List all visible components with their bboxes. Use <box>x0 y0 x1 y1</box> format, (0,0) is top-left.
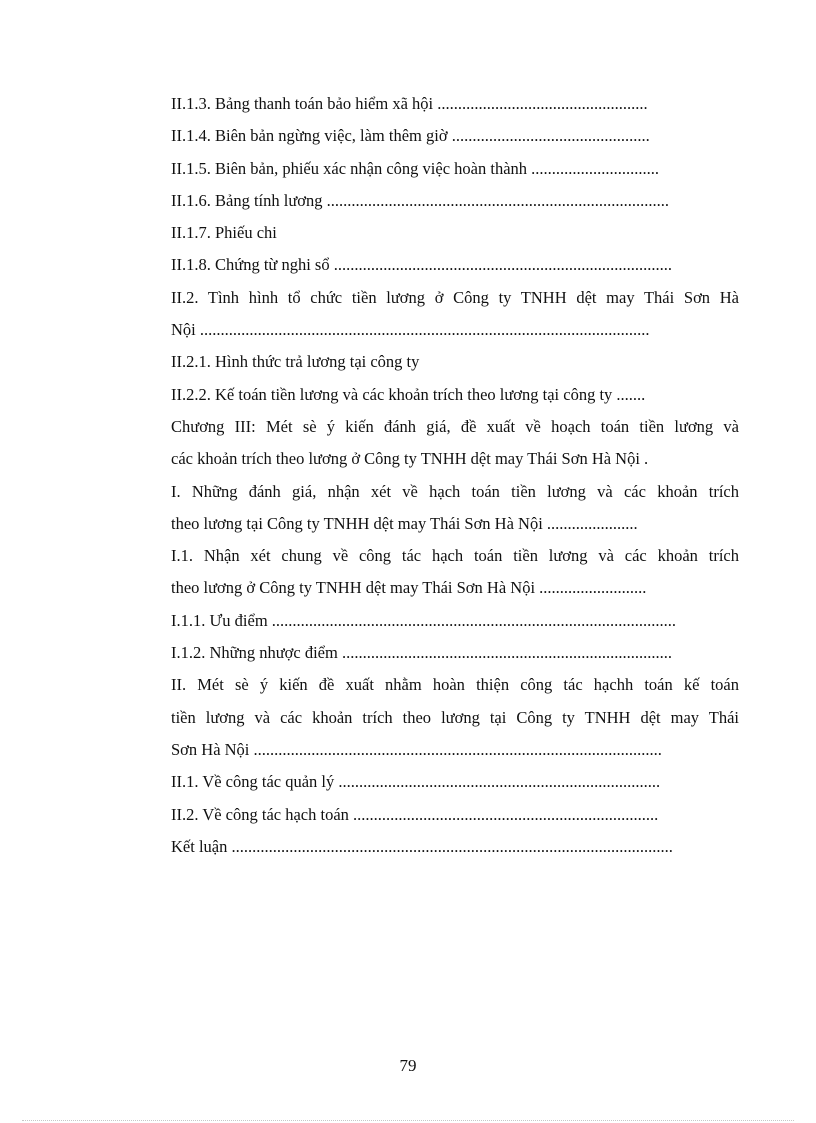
toc-line: I. Những đánh giá, nhận xét về hạch toán tiền lương và các khoản trích <box>171 481 739 501</box>
toc-line: Nội ............................................................................................................. <box>171 320 650 340</box>
toc-line: các khoản trích theo lương ở Công ty TNHH dệt may Thái Sơn Hà Nội . <box>171 449 649 469</box>
toc-line: II.2. Về công tác hạch toán .......................................................................... <box>171 804 659 824</box>
toc-line: II.2.2. Kế toán tiền lương và các khoản trích theo lương tại công ty ....... <box>171 384 646 404</box>
toc-line: I.1.2. Những nhược điểm ................................................................................ <box>171 643 672 663</box>
page-bottom-divider <box>22 1120 794 1121</box>
toc-line: I.1. Nhận xét chung về công tác hạch toán tiền lương và các khoản trích <box>171 546 739 566</box>
toc-line: Chương III: Mét sè ý kiến đánh giá, đề xuất về hoạch toán tiền lương và <box>171 416 739 436</box>
toc-line: II.2.1. Hình thức trả lương tại công ty <box>171 352 420 372</box>
toc-line: II.1.6. Bảng tính lương ................................................................................... <box>171 190 669 210</box>
toc-line: II.1.5. Biên bản, phiếu xác nhận công việc hoàn thành ............................... <box>171 158 660 178</box>
toc-line: theo lương tại Công ty TNHH dệt may Thái Sơn Hà Nội ...................... <box>171 513 638 533</box>
toc-line: tiền lương và các khoản trích theo lương tại Công ty TNHH dệt may Thái <box>171 707 739 727</box>
toc-line: II.1.3. Bảng thanh toán bảo hiểm xã hội ................................................... <box>171 94 648 113</box>
toc-line: theo lương ở Công ty TNHH dệt may Thái Sơn Hà Nội .......................... <box>171 578 647 598</box>
toc-line: II.1.7. Phiếu chi <box>171 223 277 243</box>
toc-line: I.1.1. Ưu điểm .................................................................................................. <box>171 610 677 630</box>
toc-line: II.1. Về công tác quản lý .............................................................................. <box>171 772 661 792</box>
page-number: 79 <box>399 1056 417 1075</box>
toc-line: Kết luận ........................................................................................................... <box>171 836 673 856</box>
toc-line: II.1.4. Biên bản ngừng việc, làm thêm giờ ................................................ <box>171 126 650 146</box>
table-of-contents <box>171 88 739 863</box>
toc-line: Sơn Hà Nội ................................................................................................... <box>171 739 662 759</box>
toc-line: II.1.8. Chứng từ nghi sổ .................................................................................. <box>171 255 672 275</box>
toc-line: II.2. Tình hình tổ chức tiền lương ở Công ty TNHH dệt may Thái Sơn Hà <box>171 287 739 307</box>
toc-line: II. Mét sè ý kiến đề xuất nhằm hoàn thiện công tác hạchh toán kế toán <box>171 675 739 695</box>
